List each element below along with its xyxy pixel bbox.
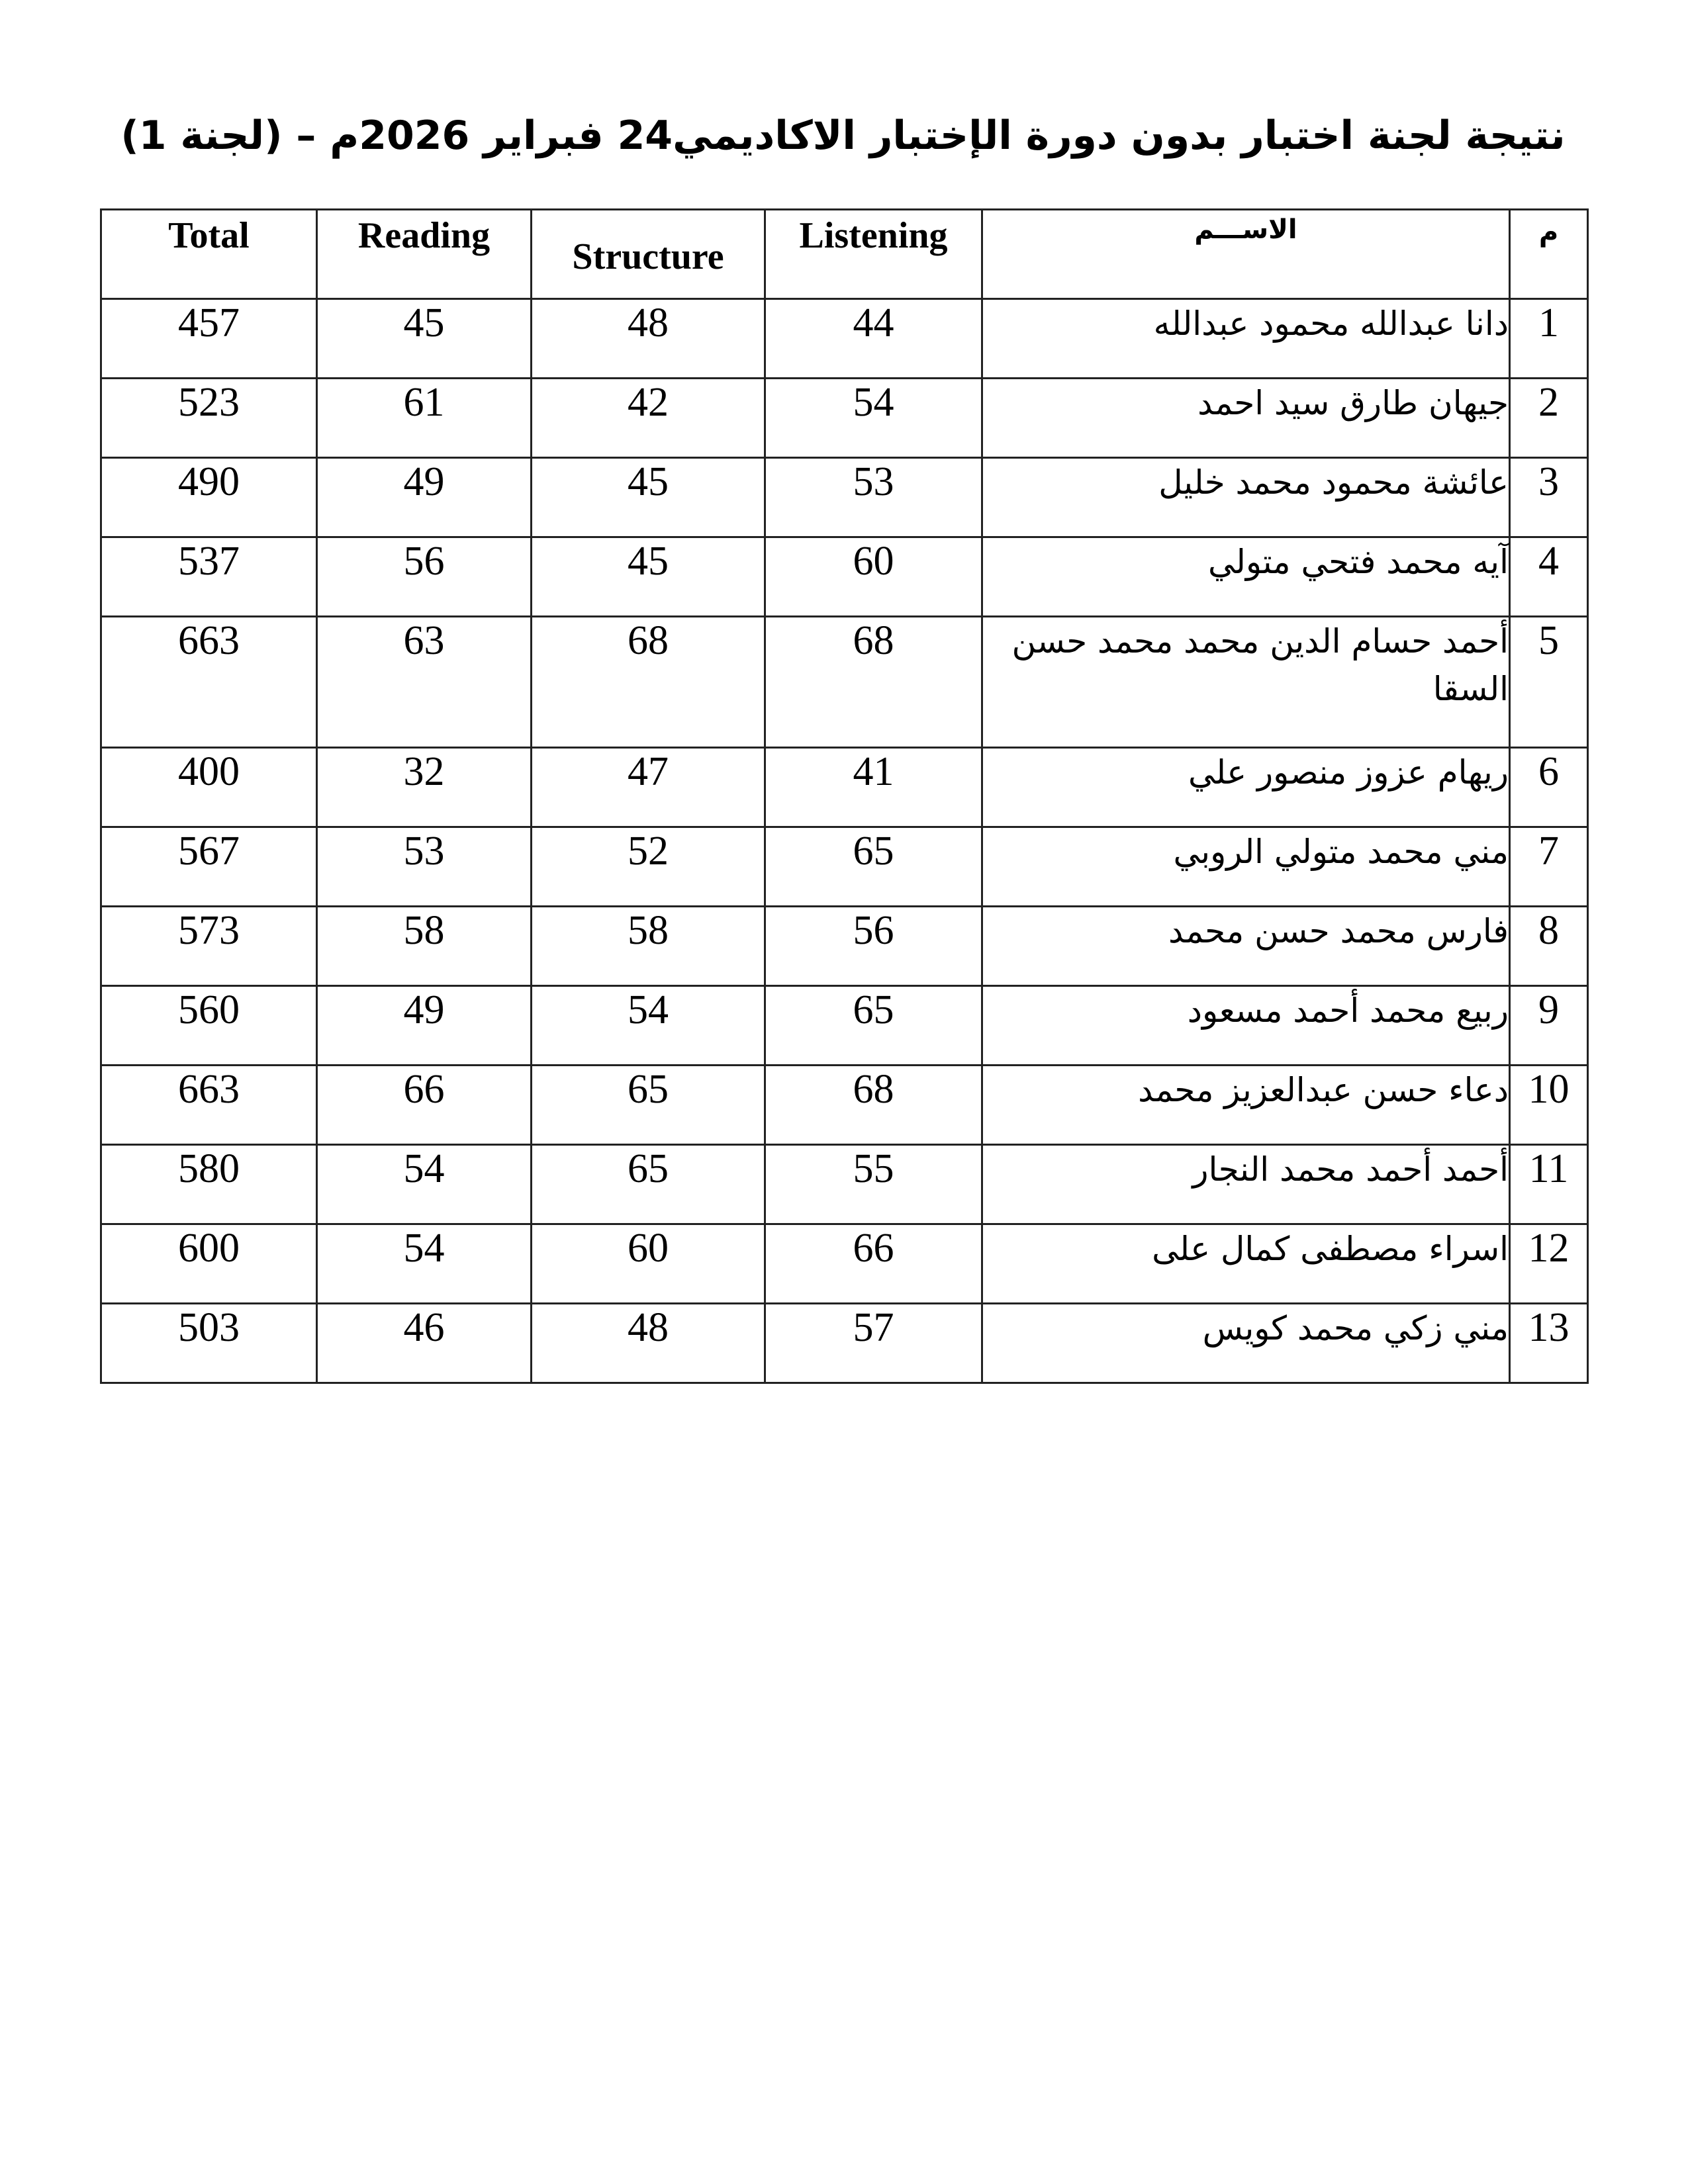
listening-cell: 56 xyxy=(765,907,982,986)
number-cell: 5 xyxy=(1510,617,1588,748)
total-cell: 567 xyxy=(101,827,317,907)
name-cell: اسراء مصطفى كمال على xyxy=(982,1224,1510,1304)
number-cell: 8 xyxy=(1510,907,1588,986)
structure-cell: 60 xyxy=(532,1224,765,1304)
total-cell: 503 xyxy=(101,1304,317,1383)
listening-cell: 68 xyxy=(765,1066,982,1145)
listening-cell: 65 xyxy=(765,986,982,1066)
structure-cell: 65 xyxy=(532,1145,765,1224)
name-cell: آيه محمد فتحي متولي xyxy=(982,537,1510,617)
name-cell: فارس محمد حسن محمد xyxy=(982,907,1510,986)
reading-cell: 56 xyxy=(317,537,532,617)
listening-cell: 55 xyxy=(765,1145,982,1224)
name-cell: أحمد أحمد محمد النجار xyxy=(982,1145,1510,1224)
name-cell: مني محمد متولي الروبي xyxy=(982,827,1510,907)
reading-cell: 46 xyxy=(317,1304,532,1383)
table-row xyxy=(101,1304,1588,1383)
reading-cell: 66 xyxy=(317,1066,532,1145)
table-row xyxy=(101,748,1588,827)
name-cell: مني زكي محمد كويس xyxy=(982,1304,1510,1383)
header-total: Total xyxy=(101,210,317,299)
reading-cell: 54 xyxy=(317,1224,532,1304)
table-row xyxy=(101,379,1588,458)
reading-cell: 54 xyxy=(317,1145,532,1224)
total-cell: 580 xyxy=(101,1145,317,1224)
total-cell: 490 xyxy=(101,458,317,537)
total-cell: 663 xyxy=(101,617,317,748)
number-cell: 10 xyxy=(1510,1066,1588,1145)
reading-cell: 63 xyxy=(317,617,532,748)
name-cell: دانا عبدالله محمود عبدالله xyxy=(982,299,1510,379)
number-cell: 1 xyxy=(1510,299,1588,379)
total-cell: 523 xyxy=(101,379,317,458)
structure-cell: 45 xyxy=(532,458,765,537)
number-cell: 2 xyxy=(1510,379,1588,458)
table-row xyxy=(101,299,1588,379)
page-title: نتيجة لجنة اختبار بدون دورة الإختبار الاكاديمي24 فبراير 2026م – (لجنة 1) xyxy=(120,113,1566,159)
structure-cell: 54 xyxy=(532,986,765,1066)
total-cell: 537 xyxy=(101,537,317,617)
total-cell: 573 xyxy=(101,907,317,986)
total-cell: 663 xyxy=(101,1066,317,1145)
results-table xyxy=(100,208,1589,1384)
structure-cell: 42 xyxy=(532,379,765,458)
name-cell: جيهان طارق سيد احمد xyxy=(982,379,1510,458)
reading-cell: 53 xyxy=(317,827,532,907)
total-cell: 400 xyxy=(101,748,317,827)
number-cell: 4 xyxy=(1510,537,1588,617)
name-cell: دعاء حسن عبدالعزيز محمد xyxy=(982,1066,1510,1145)
number-cell: 6 xyxy=(1510,748,1588,827)
header-listening: Listening xyxy=(765,210,982,299)
number-cell: 13 xyxy=(1510,1304,1588,1383)
table-row xyxy=(101,1224,1588,1304)
table-row xyxy=(101,986,1588,1066)
structure-cell: 65 xyxy=(532,1066,765,1145)
header-reading: Reading xyxy=(317,210,532,299)
reading-cell: 61 xyxy=(317,379,532,458)
number-cell: 12 xyxy=(1510,1224,1588,1304)
listening-cell: 41 xyxy=(765,748,982,827)
table-row xyxy=(101,1145,1588,1224)
listening-cell: 68 xyxy=(765,617,982,748)
name-cell: عائشة محمود محمد خليل xyxy=(982,458,1510,537)
listening-cell: 53 xyxy=(765,458,982,537)
name-cell: أحمد حسام الدين محمد محمد حسن السقا xyxy=(982,617,1510,748)
table-row xyxy=(101,907,1588,986)
structure-cell: 45 xyxy=(532,537,765,617)
listening-cell: 54 xyxy=(765,379,982,458)
listening-cell: 44 xyxy=(765,299,982,379)
total-cell: 560 xyxy=(101,986,317,1066)
structure-cell: 48 xyxy=(532,299,765,379)
header-name: الاســـم xyxy=(982,210,1510,299)
number-cell: 7 xyxy=(1510,827,1588,907)
name-cell: ريهام عزوز منصور علي xyxy=(982,748,1510,827)
header-number: م xyxy=(1510,210,1588,299)
structure-cell: 52 xyxy=(532,827,765,907)
reading-cell: 49 xyxy=(317,458,532,537)
structure-cell: 47 xyxy=(532,748,765,827)
table-row xyxy=(101,617,1588,748)
table-row xyxy=(101,1066,1588,1145)
table-row xyxy=(101,458,1588,537)
number-cell: 3 xyxy=(1510,458,1588,537)
reading-cell: 58 xyxy=(317,907,532,986)
number-cell: 9 xyxy=(1510,986,1588,1066)
listening-cell: 57 xyxy=(765,1304,982,1383)
header-structure: Structure xyxy=(532,210,765,299)
table-row xyxy=(101,827,1588,907)
listening-cell: 60 xyxy=(765,537,982,617)
table-row xyxy=(101,537,1588,617)
listening-cell: 65 xyxy=(765,827,982,907)
reading-cell: 49 xyxy=(317,986,532,1066)
table-header-row xyxy=(101,210,1588,299)
total-cell: 600 xyxy=(101,1224,317,1304)
name-cell: ربيع محمد أحمد مسعود xyxy=(982,986,1510,1066)
listening-cell: 66 xyxy=(765,1224,982,1304)
reading-cell: 32 xyxy=(317,748,532,827)
structure-cell: 68 xyxy=(532,617,765,748)
total-cell: 457 xyxy=(101,299,317,379)
structure-cell: 58 xyxy=(532,907,765,986)
structure-cell: 48 xyxy=(532,1304,765,1383)
reading-cell: 45 xyxy=(317,299,532,379)
number-cell: 11 xyxy=(1510,1145,1588,1224)
